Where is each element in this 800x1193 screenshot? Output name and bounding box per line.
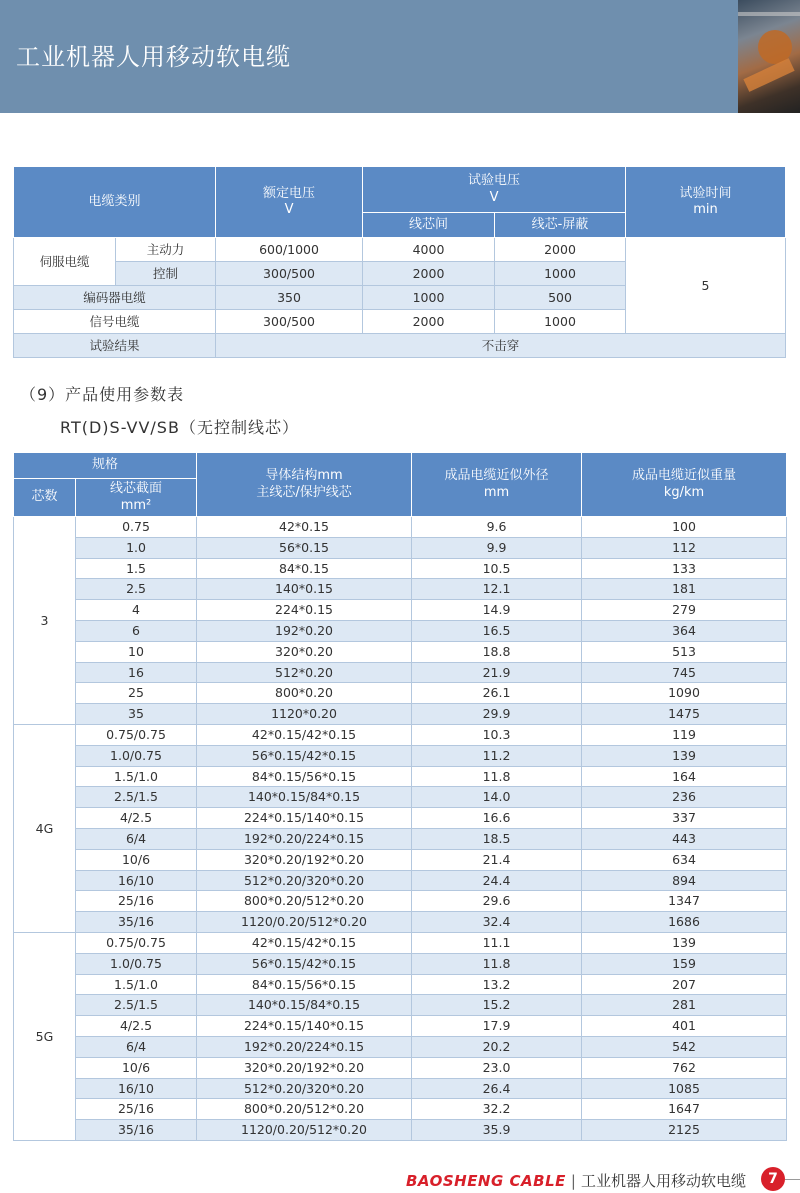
outer-diameter: 24.4 (412, 870, 582, 891)
test-voltage-table (13, 166, 786, 358)
conductor-structure: 140*0.15 (197, 579, 412, 600)
weight: 401 (582, 1016, 787, 1037)
conductor-structure: 84*0.15/56*0.15 (197, 766, 412, 787)
weight: 542 (582, 1036, 787, 1057)
weight: 139 (582, 932, 787, 953)
table-row (14, 724, 787, 745)
core-shield-voltage: 2000 (495, 238, 626, 262)
cross-section: 6 (76, 620, 197, 641)
weight: 133 (582, 558, 787, 579)
cross-section: 1.0 (76, 537, 197, 558)
core-core-voltage: 4000 (363, 238, 495, 262)
header-rated-voltage: 额定电压 V (216, 167, 363, 238)
outer-diameter: 21.9 (412, 662, 582, 683)
weight: 1475 (582, 704, 787, 725)
core-core-voltage: 2000 (363, 262, 495, 286)
outer-diameter: 18.5 (412, 828, 582, 849)
cross-section: 1.5/1.0 (76, 766, 197, 787)
outer-diameter: 17.9 (412, 1016, 582, 1037)
table-row (14, 849, 787, 870)
rated-voltage: 350 (216, 286, 363, 310)
weight: 634 (582, 849, 787, 870)
page-rule (785, 1179, 800, 1180)
header-cross-section: 线芯截面 mm² (76, 479, 197, 517)
cross-section: 0.75/0.75 (76, 932, 197, 953)
weight: 513 (582, 641, 787, 662)
conductor-structure: 84*0.15/56*0.15 (197, 974, 412, 995)
conductor-structure: 42*0.15 (197, 517, 412, 538)
outer-diameter: 10.3 (412, 724, 582, 745)
conductor-structure: 320*0.20/192*0.20 (197, 1057, 412, 1078)
cross-section: 4/2.5 (76, 808, 197, 829)
table-row (14, 662, 787, 683)
cross-section: 35/16 (76, 1120, 197, 1141)
cross-section: 2.5/1.5 (76, 787, 197, 808)
rated-voltage: 300/500 (216, 262, 363, 286)
model-heading: RT(D)S-VV/SB（无控制线芯） (60, 418, 299, 437)
outer-diameter: 9.6 (412, 517, 582, 538)
weight: 364 (582, 620, 787, 641)
table-row (14, 579, 787, 600)
cross-section: 25/16 (76, 891, 197, 912)
table-row (14, 787, 787, 808)
outer-diameter: 26.4 (412, 1078, 582, 1099)
conductor-structure: 512*0.20/320*0.20 (197, 870, 412, 891)
conductor-structure: 56*0.15 (197, 537, 412, 558)
table-row (14, 953, 787, 974)
servo-cable-label: 伺服电缆 (14, 238, 116, 286)
weight: 443 (582, 828, 787, 849)
weight: 236 (582, 787, 787, 808)
table-row (14, 995, 787, 1016)
outer-diameter: 10.5 (412, 558, 582, 579)
weight: 337 (582, 808, 787, 829)
header-core-shield: 线芯-屏蔽 (495, 213, 626, 238)
header-core-core: 线芯间 (363, 213, 495, 238)
conductor-structure: 42*0.15/42*0.15 (197, 932, 412, 953)
test-time-value: 5 (626, 238, 786, 334)
weight: 181 (582, 579, 787, 600)
weight: 1090 (582, 683, 787, 704)
cross-section: 16 (76, 662, 197, 683)
row-label: 控制 (116, 262, 216, 286)
conductor-structure: 140*0.15/84*0.15 (197, 787, 412, 808)
outer-diameter: 16.6 (412, 808, 582, 829)
header-spec: 规格 (14, 453, 197, 479)
core-shield-voltage: 500 (495, 286, 626, 310)
weight: 2125 (582, 1120, 787, 1141)
cross-section: 2.5/1.5 (76, 995, 197, 1016)
conductor-structure: 800*0.20/512*0.20 (197, 891, 412, 912)
conductor-structure: 192*0.20/224*0.15 (197, 828, 412, 849)
outer-diameter: 32.2 (412, 1099, 582, 1120)
footer-separator: | (570, 1172, 576, 1190)
core-core-voltage: 2000 (363, 310, 495, 334)
weight: 279 (582, 600, 787, 621)
rated-voltage: 600/1000 (216, 238, 363, 262)
conductor-structure: 320*0.20 (197, 641, 412, 662)
conductor-structure: 224*0.15/140*0.15 (197, 1016, 412, 1037)
header-diameter: 成品电缆近似外径 mm (412, 453, 582, 517)
core-count: 4G (14, 724, 76, 932)
outer-diameter: 13.2 (412, 974, 582, 995)
cross-section: 2.5 (76, 579, 197, 600)
cross-section: 1.0/0.75 (76, 953, 197, 974)
parameter-table (13, 452, 787, 1141)
table-row (14, 517, 787, 538)
outer-diameter: 12.1 (412, 579, 582, 600)
weight: 1085 (582, 1078, 787, 1099)
result-label: 试验结果 (14, 334, 216, 358)
conductor-structure: 192*0.20 (197, 620, 412, 641)
conductor-structure: 800*0.20/512*0.20 (197, 1099, 412, 1120)
conductor-structure: 42*0.15/42*0.15 (197, 724, 412, 745)
table-row (14, 1016, 787, 1037)
cross-section: 1.5/1.0 (76, 974, 197, 995)
header-test-voltage: 试验电压 V (363, 167, 626, 213)
conductor-structure: 84*0.15 (197, 558, 412, 579)
header-conductor: 导体结构mm 主线芯/保护线芯 (197, 453, 412, 517)
outer-diameter: 11.8 (412, 953, 582, 974)
conductor-structure: 56*0.15/42*0.15 (197, 953, 412, 974)
header-banner (0, 0, 800, 113)
rated-voltage: 300/500 (216, 310, 363, 334)
outer-diameter: 9.9 (412, 537, 582, 558)
weight: 112 (582, 537, 787, 558)
outer-diameter: 15.2 (412, 995, 582, 1016)
core-count: 3 (14, 517, 76, 725)
cross-section: 1.0/0.75 (76, 745, 197, 766)
table-row (14, 828, 787, 849)
cross-section: 6/4 (76, 828, 197, 849)
cross-section: 16/10 (76, 1078, 197, 1099)
cross-section: 4/2.5 (76, 1016, 197, 1037)
outer-diameter: 14.0 (412, 787, 582, 808)
table-row (14, 766, 787, 787)
conductor-structure: 1120/0.20/512*0.20 (197, 1120, 412, 1141)
outer-diameter: 26.1 (412, 683, 582, 704)
weight: 894 (582, 870, 787, 891)
cross-section: 25 (76, 683, 197, 704)
conductor-structure: 224*0.15 (197, 600, 412, 621)
conductor-structure: 56*0.15/42*0.15 (197, 745, 412, 766)
core-count: 5G (14, 932, 76, 1140)
outer-diameter: 20.2 (412, 1036, 582, 1057)
outer-diameter: 32.4 (412, 912, 582, 933)
conductor-structure: 140*0.15/84*0.15 (197, 995, 412, 1016)
weight: 139 (582, 745, 787, 766)
conductor-structure: 512*0.20 (197, 662, 412, 683)
result-value: 不击穿 (216, 334, 786, 358)
table-row (14, 745, 787, 766)
conductor-structure: 512*0.20/320*0.20 (197, 1078, 412, 1099)
weight: 745 (582, 662, 787, 683)
outer-diameter: 11.1 (412, 932, 582, 953)
weight: 762 (582, 1057, 787, 1078)
weight: 1347 (582, 891, 787, 912)
outer-diameter: 35.9 (412, 1120, 582, 1141)
cross-section: 10/6 (76, 849, 197, 870)
outer-diameter: 14.9 (412, 600, 582, 621)
table-row (14, 870, 787, 891)
table-row (14, 600, 787, 621)
cross-section: 4 (76, 600, 197, 621)
outer-diameter: 23.0 (412, 1057, 582, 1078)
header-cores: 芯数 (14, 479, 76, 517)
table-row (14, 1036, 787, 1057)
table-row (14, 932, 787, 953)
core-core-voltage: 1000 (363, 286, 495, 310)
page-number: 7 (761, 1167, 785, 1191)
weight: 1647 (582, 1099, 787, 1120)
conductor-structure: 800*0.20 (197, 683, 412, 704)
conductor-structure: 1120*0.20 (197, 704, 412, 725)
cross-section: 0.75/0.75 (76, 724, 197, 745)
table-row (14, 808, 787, 829)
header-cable-type: 电缆类别 (14, 167, 216, 238)
core-shield-voltage: 1000 (495, 310, 626, 334)
table-row (14, 1120, 787, 1141)
table-row (14, 1078, 787, 1099)
table-row (14, 974, 787, 995)
cross-section: 6/4 (76, 1036, 197, 1057)
weight: 281 (582, 995, 787, 1016)
conductor-structure: 224*0.15/140*0.15 (197, 808, 412, 829)
header-weight: 成品电缆近似重量 kg/km (582, 453, 787, 517)
outer-diameter: 21.4 (412, 849, 582, 870)
outer-diameter: 11.2 (412, 745, 582, 766)
cross-section: 10/6 (76, 1057, 197, 1078)
weight: 159 (582, 953, 787, 974)
weight: 100 (582, 517, 787, 538)
section-heading: （9）产品使用参数表 (20, 385, 185, 404)
table-row (14, 683, 787, 704)
cross-section: 35 (76, 704, 197, 725)
table-row (14, 620, 787, 641)
outer-diameter: 29.9 (412, 704, 582, 725)
conductor-structure: 320*0.20/192*0.20 (197, 849, 412, 870)
row-label: 主动力 (116, 238, 216, 262)
core-shield-voltage: 1000 (495, 262, 626, 286)
conductor-structure: 192*0.20/224*0.15 (197, 1036, 412, 1057)
cross-section: 16/10 (76, 870, 197, 891)
cross-section: 1.5 (76, 558, 197, 579)
table-row (14, 641, 787, 662)
weight: 207 (582, 974, 787, 995)
table-row (14, 704, 787, 725)
weight: 1686 (582, 912, 787, 933)
brand-name: BAOSHENG CABLE (406, 1172, 566, 1190)
robot-photo (738, 0, 800, 113)
outer-diameter: 29.6 (412, 891, 582, 912)
cross-section: 10 (76, 641, 197, 662)
cross-section: 25/16 (76, 1099, 197, 1120)
header-test-time: 试验时间 min (626, 167, 786, 238)
table-row (14, 1057, 787, 1078)
outer-diameter: 11.8 (412, 766, 582, 787)
table-row (14, 1099, 787, 1120)
weight: 164 (582, 766, 787, 787)
cross-section: 35/16 (76, 912, 197, 933)
table-row (14, 558, 787, 579)
outer-diameter: 16.5 (412, 620, 582, 641)
weight: 119 (582, 724, 787, 745)
footer-title: 工业机器人用移动软电缆 (580, 1172, 746, 1190)
conductor-structure: 1120/0.20/512*0.20 (197, 912, 412, 933)
page-title: 工业机器人用移动软电缆 (16, 43, 291, 71)
footer (406, 1170, 746, 1191)
table-row (14, 891, 787, 912)
row-label: 信号电缆 (14, 310, 216, 334)
row-label: 编码器电缆 (14, 286, 216, 310)
cross-section: 0.75 (76, 517, 197, 538)
table-row (14, 912, 787, 933)
table-row (14, 537, 787, 558)
outer-diameter: 18.8 (412, 641, 582, 662)
